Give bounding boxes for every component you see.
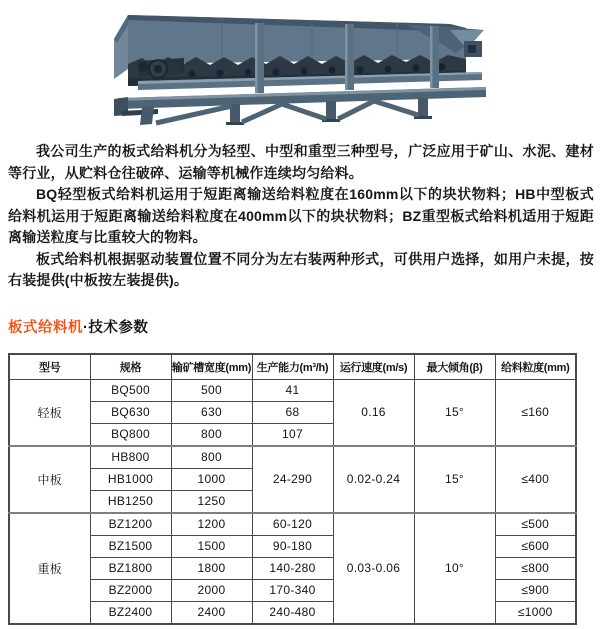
table-header-cell: 生产能力(m³/h) — [252, 354, 333, 380]
table-cell: 0.03-0.06 — [333, 513, 414, 624]
table-header-cell: 型号 — [9, 354, 90, 380]
table-cell: 170-340 — [252, 579, 333, 601]
section-title-suffix: ·技术参数 — [83, 319, 149, 336]
table-cell: 68 — [252, 401, 333, 423]
section-title — [8, 316, 594, 337]
table-cell: 1250 — [171, 490, 252, 513]
table-cell: 500 — [171, 379, 252, 401]
table-cell: 0.16 — [333, 379, 414, 446]
table-cell: 2400 — [171, 601, 252, 624]
table-header-cell: 运行速度(m/s) — [333, 354, 414, 380]
table-cell: HB800 — [90, 446, 171, 469]
table-cell: 41 — [252, 379, 333, 401]
intro-paragraph-3: 板式给料机根据驱动装置位置不同分为左右装两种形式，可供用户选择，如用户未提，按右装提供(中板按左装提供)。 — [8, 250, 594, 288]
intro-text — [8, 141, 594, 292]
table-header-cell: 规格 — [90, 354, 171, 380]
table-cell: 240-480 — [252, 601, 333, 624]
table-cell: 1200 — [171, 513, 252, 536]
table-cell: BQ630 — [90, 401, 171, 423]
table-cell: ≤500 — [495, 513, 576, 536]
table-cell: 0.02-0.24 — [333, 446, 414, 513]
table-cell: 重板 — [9, 513, 90, 624]
table-cell: BZ2400 — [90, 601, 171, 624]
table-cell: ≤600 — [495, 535, 576, 557]
table-cell: BZ1800 — [90, 557, 171, 579]
table-cell: 800 — [171, 423, 252, 446]
table-cell: ≤800 — [495, 557, 576, 579]
specs-table — [8, 353, 577, 625]
table-header-cell: 给料粒度(mm) — [495, 354, 576, 380]
table-cell: BQ800 — [90, 423, 171, 446]
table-header-cell: 输矿槽宽度(mm) — [171, 354, 252, 380]
table-cell: ≤400 — [495, 446, 576, 513]
specs-table-head — [9, 354, 576, 380]
table-cell: HB1000 — [90, 468, 171, 490]
specs-table-body — [9, 379, 576, 624]
table-cell: BZ1500 — [90, 535, 171, 557]
table-cell: 24-290 — [252, 446, 333, 513]
table-header-cell: 最大倾角(β) — [414, 354, 495, 380]
table-row — [9, 513, 576, 536]
table-cell: 60-120 — [252, 513, 333, 536]
table-cell: ≤1000 — [495, 601, 576, 624]
table-cell: 90-180 — [252, 535, 333, 557]
table-row — [9, 446, 576, 469]
intro-paragraph-1: 我公司生产的板式给料机分为轻型、中型和重型三种型号，广泛应用于矿山、水泥、建材等行业，从贮料仓往破碎、运输等机械作连续均匀给料。 — [8, 143, 594, 181]
table-cell: HB1250 — [90, 490, 171, 513]
table-cell: BZ1200 — [90, 513, 171, 536]
table-cell: 630 — [171, 401, 252, 423]
table-cell: 1500 — [171, 535, 252, 557]
table-cell: 15° — [414, 379, 495, 446]
intro-paragraph-2: BQ轻型板式给料机运用于短距离输送给料粒度在160mm以下的块状物料；HB中型板式给料机运用于短距离输送给料粒度在400mm以下的块状物料；BZ重型板式给料机适用于短距离输送粒度与比重较大的物料。 — [8, 186, 594, 245]
table-cell: 15° — [414, 446, 495, 513]
table-cell: 轻板 — [9, 379, 90, 446]
table-cell: BQ500 — [90, 379, 171, 401]
table-cell: BZ2000 — [90, 579, 171, 601]
header-row — [9, 354, 576, 380]
table-row — [9, 379, 576, 401]
table-cell: 1000 — [171, 468, 252, 490]
table-cell: 800 — [171, 446, 252, 469]
table-cell: ≤900 — [495, 579, 576, 601]
table-cell: ≤160 — [495, 379, 576, 446]
plate-feeder-illustration — [112, 3, 490, 127]
table-cell: 中板 — [9, 446, 90, 513]
product-photo — [112, 3, 490, 127]
table-cell: 10° — [414, 513, 495, 624]
table-cell: 1800 — [171, 557, 252, 579]
table-cell: 107 — [252, 423, 333, 446]
section-title-product: 板式给料机 — [8, 319, 83, 336]
table-cell: 140-280 — [252, 557, 333, 579]
table-cell: 2000 — [171, 579, 252, 601]
